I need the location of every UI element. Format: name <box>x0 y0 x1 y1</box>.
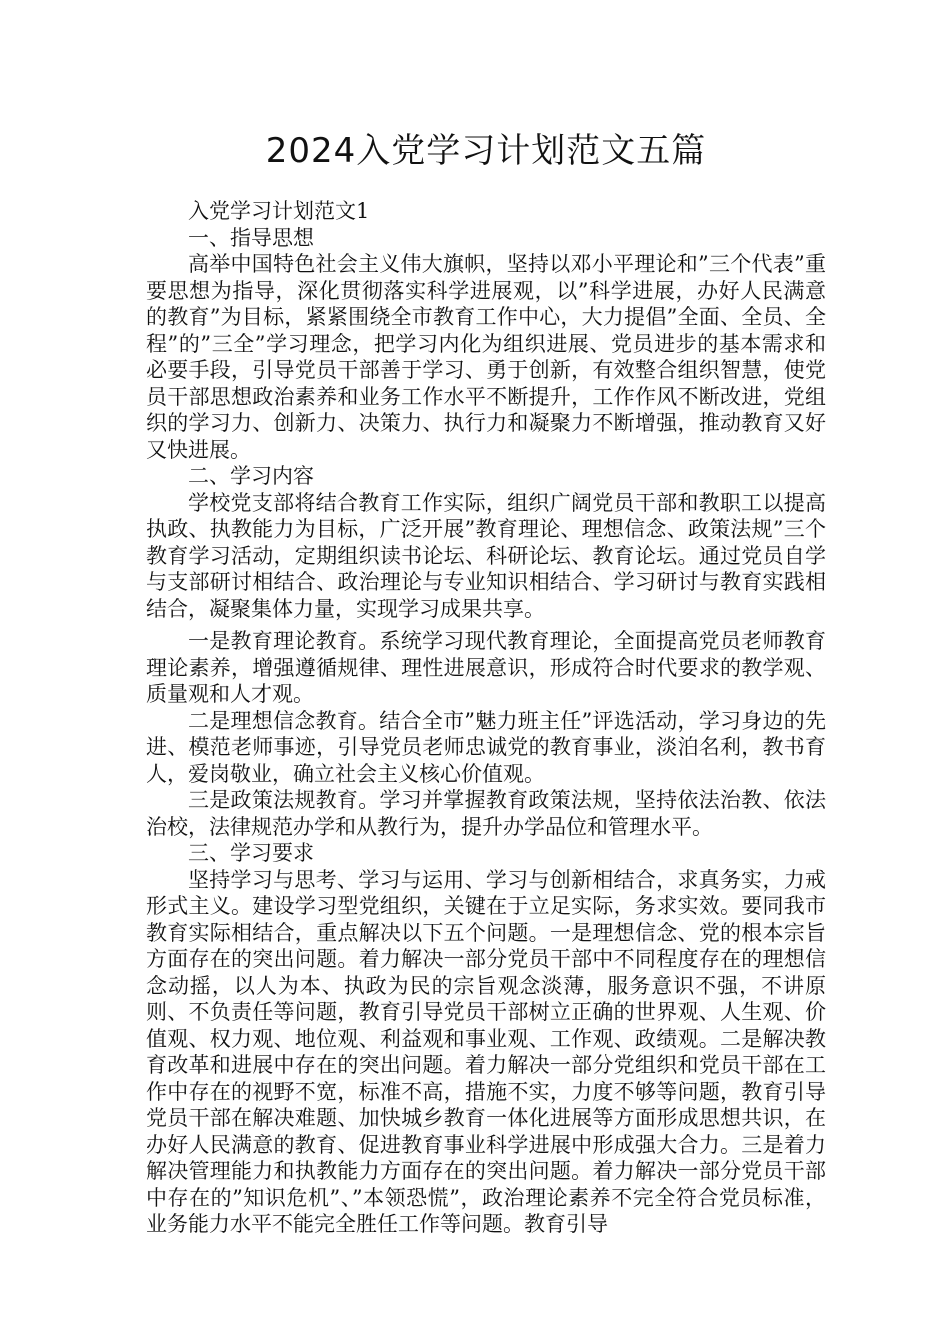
paragraph-study-content: 学校党支部将结合教育工作实际，组织广阔党员干部和教职工以提高执政、执教能力为目标，广泛开展”教育理论、理想信念、政策法规”三个教育学习活动，定期组织读书论坛、科研论坛、教育论坛。通过党员自学与支部研讨相结合、政治理论与专业知识相结合、学习研讨与教育实践相结合，凝聚集体力量，实现学习成果共享。 <box>146 490 826 621</box>
document-body <box>146 198 826 1238</box>
section-heading-study-content: 二、学习内容 <box>188 464 314 488</box>
paragraph-policy-education: 三是政策法规教育。学习并掌握教育政策法规，坚持依法治教、依法治校，法律规范办学和从教行为，提升办学品位和管理水平。 <box>146 788 826 839</box>
document-page <box>146 128 826 1238</box>
paragraph-study-requirements: 坚持学习与思考、学习与运用、学习与创新相结合，求真务实，力戒形式主义。建设学习型党组织，关键在于立足实际，务求实效。要同我市教育实际相结合，重点解决以下五个问题。一是理想信念、党的根本宗旨方面存在的突出问题。着力解决一部分党员干部中不同程度存在的理想信念动摇，以人为本、执政为民的宗旨观念淡薄，服务意识不强，不讲原则、不负责任等问题，教育引导党员干部树立正确的世界观、人生观、价值观、权力观、地位观、利益观和事业观、工作观、政绩观。二是解决教育改革和进展中存在的突出问题。着力解决一部分党组织和党员干部在工作中存在的视野不宽，标准不高，措施不实，力度不够等问题，教育引导党员干部在解决难题、加快城乡教育一体化进展等方面形成思想共识，在办好人民满意的教育、促进教育事业科学进展中形成强大合力。三是着力解决管理能力和执教能力方面存在的突出问题。着力解决一部分党员干部中存在的”知识危机”、”本领恐慌”，政治理论素养不完全符合党员标准，业务能力水平不能完全胜任工作等问题。教育引导 <box>146 867 826 1236</box>
document-subtitle: 入党学习计划范文1 <box>188 199 370 223</box>
paragraph-guiding-ideology: 高举中国特色社会主义伟大旗帜，坚持以邓小平理论和”三个代表”重要思想为指导，深化贯彻落实科学进展观，以”科学进展，办好人民满意的教育”为目标，紧紧围绕全市教育工作中心，大力提倡”全面、全员、全程”的”三全”学习理念，把学习内化为组织进展、党员进步的基本需求和必要手段，引导党员干部善于学习、勇于创新，有效整合组织智慧，使党员干部思想政治素养和业务工作水平不断提升，工作作风不断改进，党组织的学习力、创新力、决策力、执行力和凝聚力不断增强，推动教育又好又快进展。 <box>146 252 826 462</box>
section-heading-guiding-ideology: 一、指导思想 <box>188 225 314 250</box>
paragraph-ideals-education: 二是理想信念教育。结合全市”魅力班主任”评选活动，学习身边的先进、模范老师事迹，引导党员老师忠诚党的教育事业，淡泊名利，教书育人，爱岗敬业，确立社会主义核心价值观。 <box>146 708 826 786</box>
section-heading-study-requirements: 三、学习要求 <box>188 841 314 865</box>
paragraph-theory-education: 一是教育理论教育。系统学习现代教育理论，全面提高党员老师教育理论素养，增强遵循规律、理性进展意识，形成符合时代要求的教学观、质量观和人才观。 <box>146 629 826 706</box>
document-title: 2024入党学习计划范文五篇 <box>265 131 707 171</box>
